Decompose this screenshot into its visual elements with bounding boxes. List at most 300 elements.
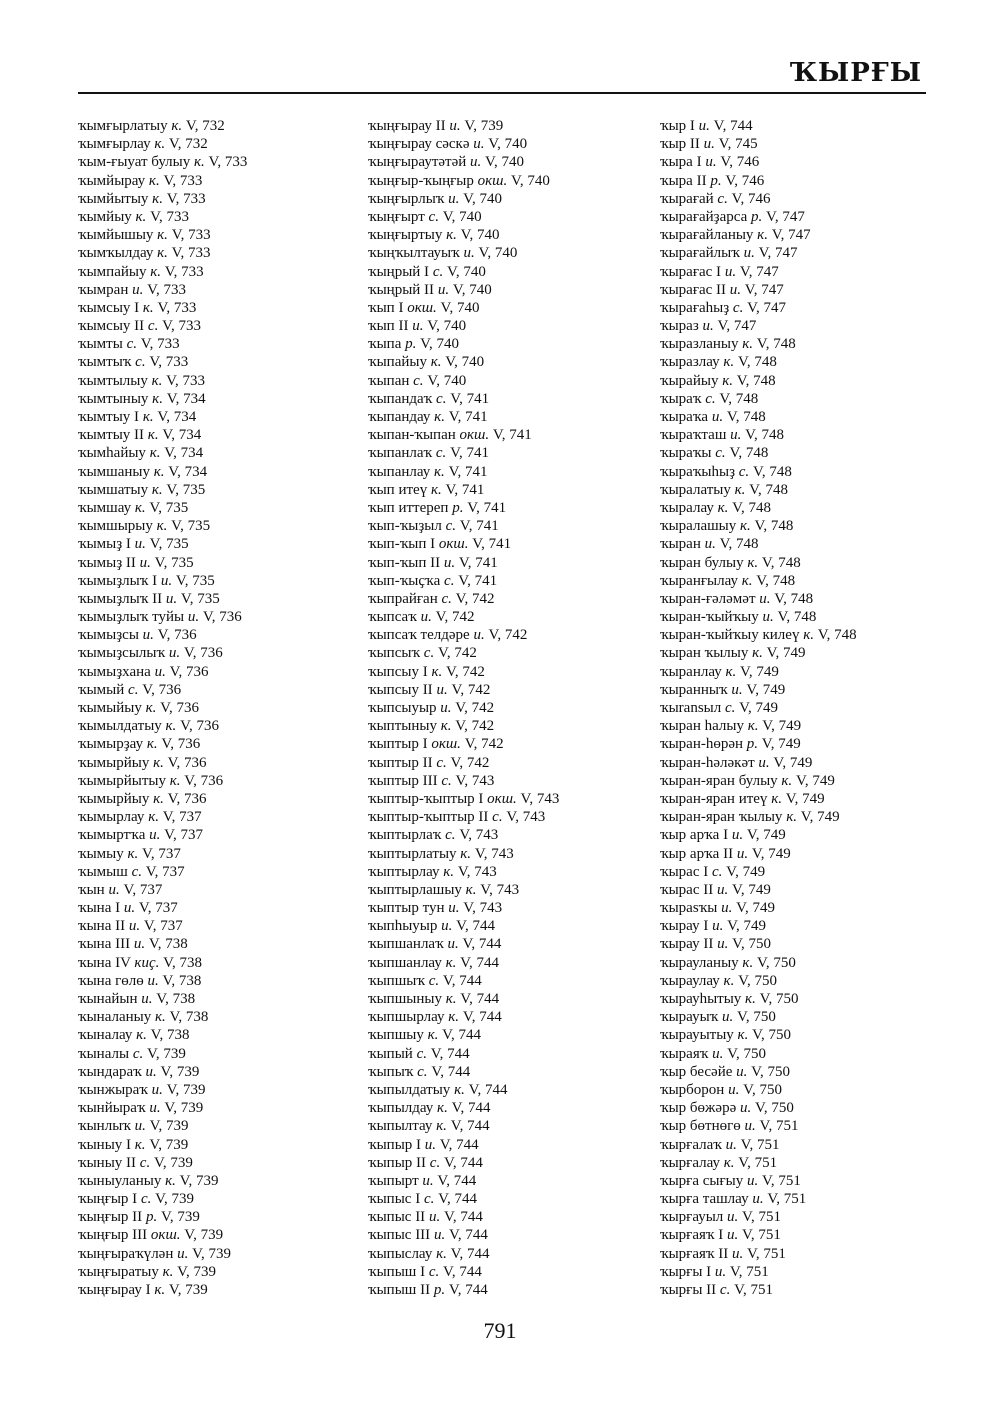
entry-word: ҡыраулау: [660, 972, 720, 989]
entry-part-of-speech: к.: [127, 845, 139, 862]
entry-word: ҡыпшырлау: [368, 1009, 445, 1026]
entry-word: ҡырағайлыҡ: [660, 245, 740, 262]
index-entry: [78, 426, 378, 444]
index-entry: [368, 444, 668, 462]
index-entry: [78, 153, 378, 171]
entry-part-of-speech: и.: [721, 900, 733, 917]
entry-part-of-speech: и.: [149, 1100, 161, 1117]
index-entry: [78, 281, 378, 299]
entry-word: ҡыпшыу: [368, 1027, 424, 1044]
entry-reference: V, 746: [731, 190, 771, 207]
entry-word: ҡырғаяҡ II: [660, 1245, 729, 1262]
entry-word: ҡыпайыу: [368, 354, 427, 371]
index-entry: [368, 917, 668, 935]
entry-reference: V, 740: [420, 336, 460, 353]
entry-part-of-speech: и.: [728, 1081, 740, 1098]
entry-word: ҡыптырлаҡ: [368, 827, 442, 844]
entry-reference: V, 737: [138, 900, 178, 917]
entry-word: ҡынайын: [78, 991, 138, 1007]
index-entry: [368, 1154, 668, 1172]
entry-reference: V, 751: [740, 1136, 780, 1153]
entry-word: ҡымйыу: [78, 208, 132, 225]
entry-word: ҡыпыш II: [368, 1282, 431, 1298]
entry-part-of-speech: с.: [712, 863, 723, 880]
entry-part-of-speech: с.: [715, 445, 726, 462]
index-entry: [78, 208, 378, 226]
entry-part-of-speech: окш.: [459, 427, 490, 444]
entry-word: ҡыпсаҡ: [368, 609, 417, 626]
entry-word: ҡым-ғыуат булыу: [78, 154, 191, 171]
entry-part-of-speech: к.: [742, 954, 754, 971]
entry-reference: V, 747: [739, 263, 779, 280]
index-entry: [78, 735, 378, 753]
index-entry: [368, 335, 668, 353]
entry-part-of-speech: к.: [747, 554, 759, 571]
index-entry: [78, 481, 378, 499]
index-entry: [660, 208, 960, 226]
entry-part-of-speech: и.: [724, 263, 737, 280]
entry-word: ҡырағаһыҙ: [660, 299, 730, 316]
entry-reference: V, 744: [431, 1063, 471, 1080]
entry-word: ҡырауытыу: [660, 1027, 734, 1044]
entry-word: ҡыптырлашыу: [368, 881, 462, 898]
entry-word: ҡына гөлө: [78, 972, 144, 989]
index-entry: [78, 590, 378, 608]
entry-reference: V, 733: [157, 299, 197, 316]
entry-reference: V, 744: [456, 918, 496, 935]
entry-part-of-speech: к.: [162, 1263, 174, 1280]
entry-word: ҡырағас II: [660, 281, 727, 298]
entry-word: ҡыналау: [78, 1027, 133, 1044]
entry-part-of-speech: и.: [168, 645, 181, 662]
entry-word: ҡыңғыр I: [78, 1191, 138, 1208]
entry-part-of-speech: окш.: [438, 536, 469, 553]
entry-part-of-speech: и.: [716, 881, 729, 898]
entry-part-of-speech: и.: [128, 918, 141, 935]
index-entry: [660, 1081, 960, 1099]
entry-part-of-speech: к.: [445, 954, 457, 971]
index-entry: [660, 408, 960, 426]
entry-reference: V, 733: [149, 354, 189, 371]
entry-part-of-speech: с.: [131, 863, 142, 880]
entry-word: ҡыпсаҡ телдәре: [368, 627, 470, 644]
index-entry: [368, 881, 668, 899]
index-entry: [368, 1063, 668, 1081]
entry-reference: V, 737: [143, 918, 183, 935]
entry-reference: V, 740: [510, 172, 550, 189]
entry-part-of-speech: и.: [134, 536, 146, 553]
entry-reference: V, 733: [147, 281, 187, 298]
index-entry: [660, 299, 960, 317]
entry-word: ҡып II: [368, 318, 409, 335]
index-entry: [368, 990, 668, 1008]
entry-reference: V, 747: [766, 208, 805, 225]
entry-word: ҡымырйыу: [78, 754, 150, 771]
entry-reference: V, 748: [761, 554, 801, 571]
index-entry: [78, 390, 378, 408]
entry-part-of-speech: и.: [448, 900, 460, 917]
entry-part-of-speech: к.: [446, 227, 457, 244]
index-entry: [368, 281, 668, 299]
entry-part-of-speech: и.: [704, 536, 716, 553]
index-entry: [368, 1263, 668, 1281]
entry-reference: V, 744: [460, 954, 500, 971]
index-entry: [368, 1026, 668, 1044]
index-entry: [660, 135, 960, 153]
entry-part-of-speech: окш.: [431, 736, 461, 753]
entry-part-of-speech: и.: [177, 1245, 189, 1262]
entry-word: ҡыңҡылтауыҡ: [368, 245, 460, 262]
entry-word: ҡымыҙсылыҡ: [78, 645, 166, 662]
entry-word: ҡырауланыу: [660, 954, 739, 971]
index-entry: [368, 845, 668, 863]
index-entry: [660, 954, 960, 972]
index-entry: [78, 554, 378, 572]
index-entry: [660, 845, 960, 863]
entry-reference: V, 732: [168, 136, 208, 153]
entry-reference: V, 739: [177, 1263, 217, 1280]
entry-part-of-speech: с.: [413, 372, 424, 389]
entry-word: ҡыныу I: [78, 1136, 132, 1153]
entry-reference: V, 748: [817, 627, 857, 644]
index-entry: [78, 1245, 378, 1263]
entry-reference: V, 744: [443, 1154, 483, 1171]
entry-reference: V, 744: [448, 1282, 488, 1298]
entry-word: ҡыransыл: [660, 700, 722, 716]
index-entry: [368, 1045, 668, 1063]
entry-part-of-speech: и.: [437, 281, 450, 298]
entry-word: ҡымыш: [78, 863, 128, 880]
entry-reference: V, 739: [192, 1245, 232, 1262]
entry-reference: V, 744: [468, 1081, 508, 1098]
entry-reference: V, 750: [738, 972, 777, 989]
entry-reference: V, 747: [744, 281, 784, 298]
index-entry: [78, 226, 378, 244]
entry-part-of-speech: с.: [444, 572, 455, 589]
entry-reference: V, 739: [164, 1100, 204, 1117]
entry-reference: V, 744: [460, 991, 500, 1007]
entry-part-of-speech: к.: [454, 1081, 465, 1098]
entry-reference: V, 742: [488, 627, 528, 644]
entry-part-of-speech: с.: [429, 1154, 441, 1171]
index-entry: [660, 1008, 960, 1026]
entry-reference: V, 750: [756, 954, 796, 971]
entry-word: ҡымырлау: [78, 809, 145, 826]
header-rule: [78, 92, 926, 94]
entry-reference: V, 745: [718, 136, 758, 153]
entry-part-of-speech: к.: [430, 354, 442, 371]
entry-word: ҡыпылдатыу: [368, 1081, 451, 1098]
entry-part-of-speech: к.: [440, 718, 452, 735]
index-entry: [368, 954, 668, 972]
index-entry: [78, 644, 378, 662]
entry-reference: V, 749: [727, 918, 766, 935]
entry-word: ҡымшау: [78, 499, 132, 516]
entry-reference: V, 744: [443, 1209, 483, 1226]
index-entry: [78, 1008, 378, 1026]
entry-part-of-speech: с.: [441, 772, 452, 789]
entry-part-of-speech: и.: [412, 318, 424, 335]
entry-word: ҡыпыр II: [368, 1154, 427, 1171]
index-entry: [368, 353, 668, 371]
entry-word: ҡыпсыу I: [368, 663, 428, 680]
entry-part-of-speech: и.: [736, 1063, 748, 1080]
index-entry: [368, 226, 668, 244]
entry-reference: V, 744: [448, 1227, 488, 1244]
entry-reference: V, 735: [171, 518, 211, 535]
index-entry: [78, 117, 378, 135]
entry-part-of-speech: и.: [443, 554, 456, 571]
index-entry: [660, 808, 960, 826]
entry-reference: V, 748: [745, 427, 785, 444]
entry-reference: V, 736: [183, 645, 223, 662]
entry-word: ҡыралау: [660, 499, 714, 516]
index-entry: [660, 644, 960, 662]
index-entry: [78, 954, 378, 972]
entry-part-of-speech: к.: [723, 1154, 735, 1171]
entry-part-of-speech: к.: [771, 790, 782, 807]
entry-reference: V, 740: [442, 208, 482, 225]
index-entry: [78, 1063, 378, 1081]
index-entry: [660, 1190, 960, 1208]
index-entry: [368, 1172, 668, 1190]
index-entry: [78, 444, 378, 462]
entry-part-of-speech: с.: [147, 318, 159, 335]
entry-word: ҡыпырт: [368, 1172, 419, 1189]
entry-part-of-speech: и.: [725, 1136, 737, 1153]
index-entry: [78, 790, 378, 808]
entry-part-of-speech: и.: [436, 681, 448, 698]
entry-reference: V, 750: [737, 1009, 776, 1026]
entry-word: ҡыраҡ: [660, 390, 702, 407]
entry-part-of-speech: р.: [751, 208, 763, 225]
index-entry: [368, 172, 668, 190]
entry-reference: V, 750: [752, 1027, 791, 1044]
entry-word: ҡып иттереп: [368, 499, 449, 516]
entry-word: ҡыпрайған: [368, 590, 438, 607]
entry-word: ҡыпшыҡ: [368, 972, 425, 989]
entry-word: ҡыңғыртыу: [368, 227, 443, 244]
index-entry: [368, 717, 668, 735]
entry-reference: V, 751: [767, 1191, 807, 1208]
index-entry: [78, 1172, 378, 1190]
entry-reference: V, 740: [485, 154, 524, 171]
entry-part-of-speech: и.: [736, 845, 749, 862]
entry-word: ҡыпыс I: [368, 1191, 421, 1208]
entry-reference: V, 747: [717, 318, 757, 335]
entry-word: ҡыңғыраҡүлән: [78, 1245, 174, 1262]
entry-part-of-speech: с.: [126, 336, 137, 353]
index-entry: [78, 1136, 378, 1154]
index-entry: [78, 881, 378, 899]
index-entry: [660, 1226, 960, 1244]
entry-word: ҡыпандаҡ: [368, 390, 433, 407]
entry-part-of-speech: к.: [725, 663, 737, 680]
entry-part-of-speech: к.: [148, 809, 159, 826]
entry-part-of-speech: с.: [445, 518, 457, 535]
index-entry: [660, 172, 960, 190]
index-entry: [78, 172, 378, 190]
entry-reference: V, 739: [149, 1118, 189, 1135]
entry-word: ҡыралатыу: [660, 481, 731, 498]
entry-part-of-speech: и.: [712, 918, 724, 935]
index-column-2: [368, 117, 668, 1299]
entry-reference: V, 741: [459, 518, 499, 535]
entry-reference: V, 741: [445, 481, 485, 498]
entry-word: ҡымыҙлыҡ туйы: [78, 609, 185, 626]
index-entry: [660, 990, 960, 1008]
entry-reference: V, 734: [157, 409, 197, 425]
entry-part-of-speech: к.: [752, 645, 763, 662]
index-entry: [660, 972, 960, 990]
index-entry: [78, 935, 378, 953]
index-entry: [660, 153, 960, 171]
entry-part-of-speech: к.: [427, 1027, 439, 1044]
entry-word: ҡырға ташлау: [660, 1191, 749, 1208]
entry-reference: V, 738: [156, 991, 196, 1007]
entry-reference: V, 748: [774, 590, 814, 607]
entry-word: ҡымсыу I: [78, 299, 140, 316]
index-entry: [660, 590, 960, 608]
entry-part-of-speech: и.: [711, 409, 724, 425]
entry-part-of-speech: и.: [132, 281, 144, 298]
entry-part-of-speech: и.: [714, 1263, 727, 1280]
entry-reference: V, 744: [442, 1027, 482, 1044]
index-entry: [660, 517, 960, 535]
entry-reference: V, 749: [766, 645, 806, 662]
index-entry: [78, 754, 378, 772]
entry-part-of-speech: и.: [722, 1009, 734, 1026]
entry-word: ҡыранлау: [660, 663, 722, 680]
entry-word: ҡынлыҡ: [78, 1118, 131, 1135]
entry-word: ҡыралашыу: [660, 518, 737, 535]
entry-reference: V, 744: [713, 118, 753, 134]
entry-part-of-speech: и.: [703, 136, 715, 153]
entry-reference: V, 744: [462, 1009, 502, 1026]
entry-part-of-speech: и.: [759, 590, 771, 607]
entry-reference: V, 748: [756, 336, 796, 353]
entry-part-of-speech: к.: [157, 245, 168, 262]
entry-word: ҡымыйыу: [78, 700, 142, 716]
index-entry: [660, 699, 960, 717]
entry-word: ҡыпылтау: [368, 1118, 433, 1135]
entry-word: ҡымйырау: [78, 172, 146, 189]
index-entry: [660, 535, 960, 553]
index-entry: [78, 572, 378, 590]
entry-part-of-speech: к.: [436, 1118, 447, 1135]
entry-reference: V, 742: [450, 754, 490, 771]
index-entry: [78, 717, 378, 735]
entry-part-of-speech: к.: [781, 772, 793, 789]
entry-word: ҡыпылдау: [368, 1100, 434, 1117]
entry-word: ҡыныуланыу: [78, 1172, 162, 1189]
entry-word: ҡыран-ҡыйҡыу килеү: [660, 627, 800, 644]
entry-word: ҡыраҡыһыҙ: [660, 463, 736, 480]
index-entry: [368, 590, 668, 608]
index-entry: [78, 299, 378, 317]
entry-reference: V, 751: [738, 1154, 778, 1171]
entry-reference: V, 742: [455, 718, 495, 735]
entry-part-of-speech: к.: [156, 518, 168, 535]
entry-part-of-speech: и.: [731, 1245, 744, 1262]
entry-reference: V, 744: [443, 1263, 482, 1280]
entry-reference: V, 749: [746, 681, 786, 698]
entry-part-of-speech: с.: [135, 354, 146, 371]
index-entry: [78, 190, 378, 208]
entry-word: ҡымғырлау: [78, 136, 151, 153]
entry-word: ҡыранғылау: [660, 572, 738, 589]
entry-part-of-speech: и.: [422, 1172, 434, 1189]
entry-part-of-speech: и.: [449, 118, 461, 134]
entry-word: ҡыр арҡа I: [660, 827, 729, 844]
entry-part-of-speech: к.: [436, 1245, 447, 1262]
entry-reference: V, 737: [123, 881, 163, 898]
index-entry: [78, 1081, 378, 1099]
entry-reference: V, 749: [751, 845, 791, 862]
index-entry: [78, 917, 378, 935]
index-entry: [368, 426, 668, 444]
index-entry: [78, 535, 378, 553]
entry-word: ҡыраҡы: [660, 445, 712, 462]
entry-word: ҡырағайҙарса: [660, 208, 748, 225]
index-entry: [78, 1045, 378, 1063]
entry-word: ҡымтылыу: [78, 372, 148, 389]
entry-word: ҡырғаяҡ I: [660, 1227, 724, 1244]
entry-reference: V, 735: [175, 572, 215, 589]
entry-reference: V, 735: [166, 481, 206, 498]
entry-reference: V, 735: [149, 499, 189, 516]
entry-word: ҡыран-яран ҡылыу: [660, 809, 783, 826]
entry-word: ҡып-ҡып I: [368, 536, 436, 553]
entry-reference: V, 734: [168, 463, 208, 480]
entry-reference: V, 742: [437, 645, 477, 662]
entry-part-of-speech: к.: [437, 1100, 448, 1117]
index-entry: [368, 299, 668, 317]
entry-word: ҡына IV: [78, 954, 131, 971]
entry-part-of-speech: с.: [492, 809, 503, 826]
entry-reference: V, 736: [169, 663, 209, 680]
index-entry: [368, 935, 668, 953]
entry-part-of-speech: и.: [440, 700, 452, 716]
entry-part-of-speech: с.: [423, 1191, 435, 1208]
entry-reference: V, 739: [166, 1081, 206, 1098]
entry-reference: V, 748: [752, 463, 792, 480]
entry-reference: V, 746: [725, 172, 765, 189]
entry-word: ҡып I: [368, 299, 404, 316]
entry-part-of-speech: к.: [460, 845, 472, 862]
entry-word: ҡымсыу II: [78, 318, 145, 335]
index-entry: [660, 663, 960, 681]
entry-word: ҡыптыр I: [368, 736, 428, 753]
entry-word: ҡыраз: [660, 318, 699, 335]
index-entry: [660, 244, 960, 262]
entry-part-of-speech: и.: [746, 1172, 759, 1189]
entry-word: ҡыраҡа: [660, 409, 709, 425]
entry-reference: V, 734: [166, 390, 206, 407]
entry-reference: V, 742: [464, 736, 504, 753]
entry-reference: V, 740: [440, 299, 480, 316]
entry-word: ҡыптыр-ҡыптыр II: [368, 809, 489, 826]
entry-part-of-speech: с.: [719, 1282, 731, 1298]
entry-part-of-speech: к.: [135, 208, 147, 225]
entry-reference: V, 751: [734, 1282, 773, 1298]
entry-reference: V, 747: [747, 299, 786, 316]
index-entry: [78, 463, 378, 481]
entry-word: ҡыпсыу II: [368, 681, 433, 698]
entry-part-of-speech: и.: [731, 681, 743, 698]
entry-word: ҡыра II: [660, 172, 707, 189]
entry-reference: V, 739: [464, 118, 504, 134]
